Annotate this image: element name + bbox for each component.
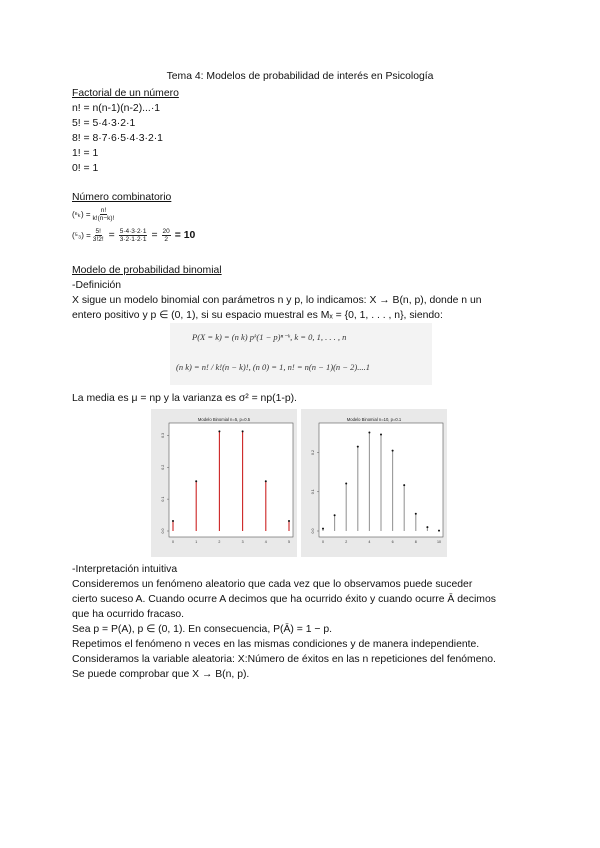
page-title: Tema 4: Modelos de probabilidad de interés en Psicología (166, 71, 434, 82)
example-fraction-2 (119, 228, 148, 243)
fraction-denominator: 2 (164, 235, 168, 243)
fraction-denominator: k!(n−k)! (92, 214, 115, 222)
x-tick-label: 4 (264, 540, 267, 544)
probability-formula: P(X = k) = (n k) pᵏ(1 − p)ⁿ⁻ᵏ, k = 0, 1, . . . , n (192, 332, 347, 342)
fraction-denominator: 3!2! (92, 235, 104, 243)
equals-sign: = (151, 229, 158, 241)
factorial-fraction (92, 207, 116, 222)
combinatorio-result: = 10 (174, 229, 196, 241)
x-tick-label: 0 (322, 540, 324, 544)
fraction-numerator: 20 (162, 227, 170, 235)
binom-n-k: (ⁿₖ) = (72, 209, 91, 219)
definition-line: entero positivo y p ∈ (0, 1), si su espacio muestral es Mₓ = {0, 1, . . . , n}, siendo: (72, 310, 443, 321)
plot-area (169, 423, 293, 537)
binom-5-3: (⁵₃) = (72, 230, 91, 240)
x-tick-label: 4 (368, 540, 371, 544)
data-point (357, 446, 359, 448)
interpretation-line: que ha ocurrido fracaso. (72, 609, 185, 620)
x-tick-label: 1 (195, 540, 198, 544)
x-tick-label: 2 (218, 540, 221, 544)
x-tick-label: 5 (288, 540, 290, 544)
y-tick-label: 0.1 (161, 496, 165, 502)
binomial-chart-n10 (301, 409, 447, 557)
binomial-formula-image (170, 323, 432, 385)
interpretation-label: -Interpretación intuitiva (72, 564, 178, 575)
fraction-numerator: n! (100, 206, 107, 214)
chart-svg (301, 409, 447, 557)
mean-variance-line: La media es μ = np y la varianza es σ² = np(1-p). (72, 393, 297, 404)
y-tick-label: 0.2 (161, 464, 165, 470)
factorial-line: 5! = 5·4·3·2·1 (72, 118, 136, 129)
x-tick-label: 6 (391, 540, 394, 544)
chart-title: Modelo Binomial n=10, p=0.1 (346, 417, 402, 422)
definition-label: -Definición (72, 280, 122, 291)
data-point (242, 430, 244, 432)
interpretation-line: Se puede comprobar que X → B(n, p). (72, 669, 250, 680)
data-point (345, 483, 347, 485)
y-tick-label: 0.3 (161, 432, 165, 438)
data-point (403, 484, 405, 486)
x-tick-label: 3 (241, 540, 244, 544)
x-tick-label: 0 (172, 540, 174, 544)
combinatorio-heading: Número combinatorio (72, 192, 172, 203)
combinatorio-example (72, 226, 195, 244)
interpretation-line: Consideremos un fenómeno aleatorio que cada vez que lo observamos puede suceder (72, 579, 473, 590)
data-point (392, 450, 394, 452)
y-tick-label: 0.0 (161, 528, 165, 534)
data-point (334, 514, 336, 516)
fraction-numerator: 5! (95, 227, 101, 235)
data-point (426, 526, 428, 528)
data-point (380, 433, 382, 435)
binomial-heading: Modelo de probabilidad binomial (72, 265, 222, 276)
factorial-line: 0! = 1 (72, 163, 99, 174)
fraction-numerator: 5·4·3·2·1 (119, 227, 147, 235)
y-tick-label: 0.0 (311, 528, 315, 534)
x-tick-label: 8 (414, 540, 417, 544)
example-fraction-1 (92, 228, 105, 243)
data-point (172, 520, 174, 522)
chart-title: Modelo Binomial n=5, p=0.5 (197, 417, 251, 422)
chart-svg (151, 409, 297, 557)
combinatorio-definition (72, 206, 116, 222)
interpretation-line: cierto suceso A. Cuando ocurre A decimos que ha ocurrido éxito y cuando ocurre Ā decimos (72, 594, 496, 605)
factorial-line: 1! = 1 (72, 148, 99, 159)
fraction-denominator: 3·2·1·2·1 (119, 235, 147, 243)
equals-sign: = (108, 229, 115, 241)
data-point (415, 513, 417, 515)
data-point (368, 432, 370, 434)
factorial-line: n! = n(n-1)(n-2)...·1 (72, 103, 161, 114)
data-point (195, 480, 197, 482)
definition-line: X sigue un modelo binomial con parámetros n y p, lo indicamos: X → B(n, p), donde n un (72, 295, 482, 306)
y-tick-label: 0.1 (311, 489, 315, 495)
interpretation-line: Consideramos la variable aleatoria: X:Número de éxitos en las n repeticiones del fenómeno. (72, 654, 496, 665)
interpretation-line: Repetimos el fenómeno n veces en las mismas condiciones y de manera independiente. (72, 639, 480, 650)
x-tick-label: 2 (345, 540, 348, 544)
data-point (322, 528, 324, 530)
data-point (288, 520, 290, 522)
factorial-heading: Factorial de un número (72, 88, 179, 99)
x-tick-label: 10 (437, 540, 441, 544)
interpretation-line: Sea p = P(A), p ∈ (0, 1). En consecuencia, P(Ā) = 1 − p. (72, 624, 332, 635)
factorial-line: 8! = 8·7·6·5·4·3·2·1 (72, 133, 163, 144)
combinatorial-formula: (n k) = n! / k!(n − k)!, (n 0) = 1, n! = n(n − 1)(n − 2)....1 (176, 362, 370, 372)
example-fraction-3 (162, 228, 171, 243)
y-tick-label: 0.2 (311, 450, 315, 456)
data-point (438, 530, 440, 532)
data-point (218, 430, 220, 432)
data-point (265, 480, 267, 482)
binomial-chart-n5 (151, 409, 297, 557)
